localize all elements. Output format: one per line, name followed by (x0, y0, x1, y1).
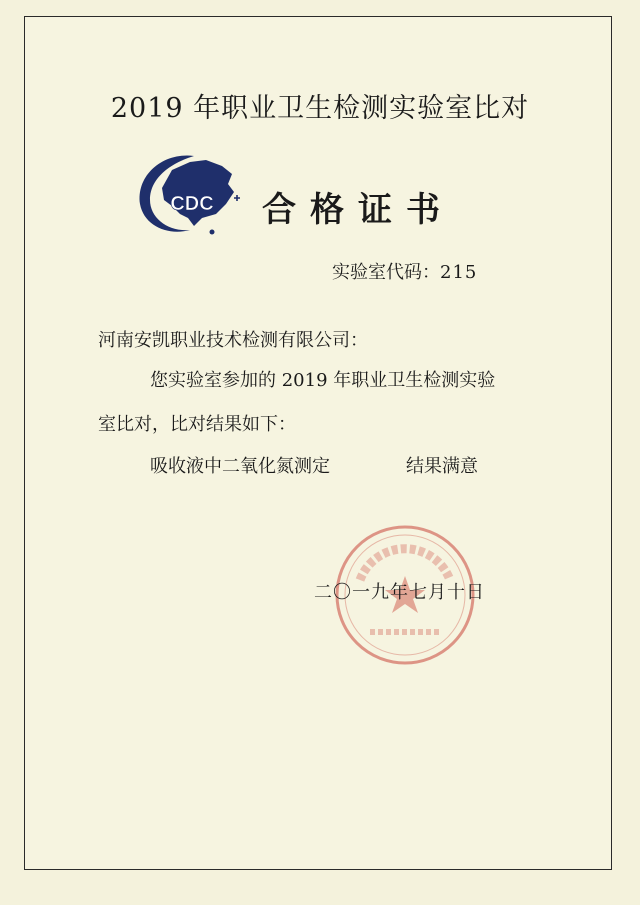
lab-code-value: 215 (440, 262, 478, 283)
cdc-logo-text: CDC (170, 193, 214, 215)
lab-code (332, 258, 477, 284)
issue-date: 二〇一九年七月十日 (314, 582, 485, 603)
cdc-logo-icon (132, 148, 244, 238)
certificate-title: 2019 年职业卫生检测实验室比对 (110, 93, 530, 124)
body-text-line-2: 室比对，比对结果如下： (98, 414, 296, 435)
body-text-line-1: 您实验室参加的 2019 年职业卫生检测实验 (150, 370, 496, 391)
recipient-name: 河南安凯职业技术检测有限公司： (98, 330, 368, 351)
lab-code-label: 实验室代码： (332, 262, 440, 283)
result-item: 吸收液中二氧化氮测定 (150, 456, 330, 477)
certificate-border (24, 16, 612, 870)
result-value: 结果满意 (406, 456, 478, 477)
certificate-heading: 合格证书 (262, 190, 454, 230)
